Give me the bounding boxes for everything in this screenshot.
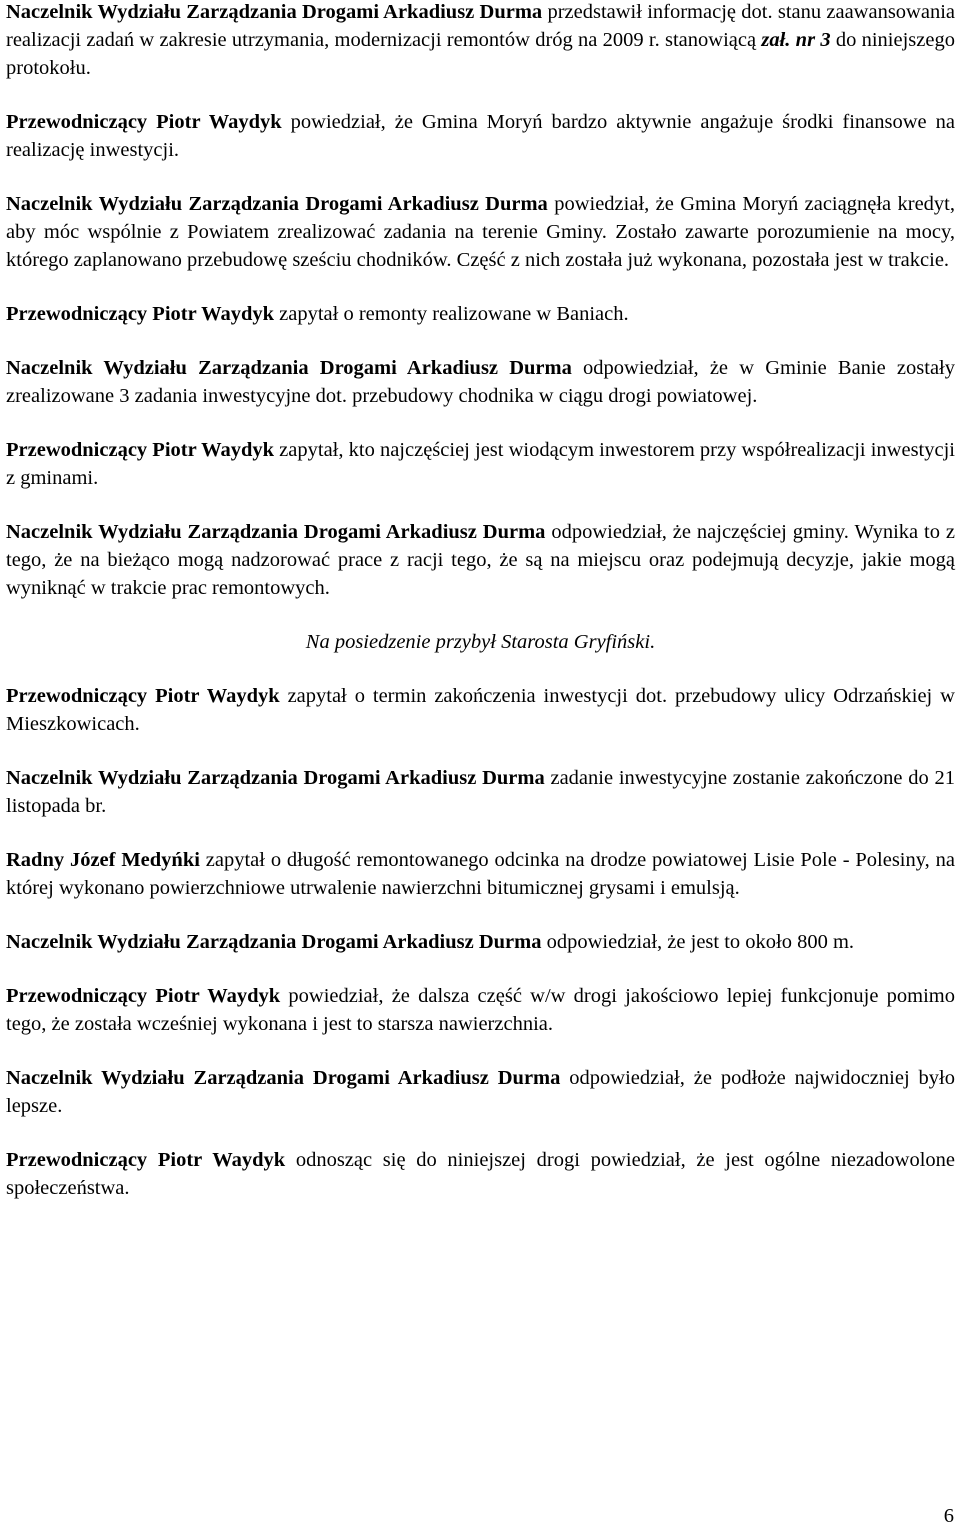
paragraph-1 (6, 0, 955, 82)
paragraph-4 (6, 300, 955, 328)
speaker-name: Przewodniczący Piotr Waydyk (6, 111, 282, 133)
speaker-name: Naczelnik Wydziału Zarządzania Drogami Arkadiusz Durma (6, 193, 548, 215)
paragraph-11 (6, 928, 955, 956)
paragraph-text: odnosząc się do niniejszej drogi powiedział, że jest ogólne niezadowolone społeczeństwa. (6, 1149, 955, 1199)
document-page (6, 0, 955, 1228)
paragraph-text: zapytał o termin zakończenia inwestycji dot. przebudowy ulicy Odrzańskiej w Mieszkowicach. (6, 685, 955, 735)
speaker-name: Przewodniczący Piotr Waydyk (6, 985, 281, 1007)
paragraph-text: powiedział, że dalsza część w/w drogi jakościowo lepiej funkcjonuje pomimo tego, że została wcześniej wykonana i jest to starsza nawierzchnia. (6, 985, 955, 1035)
paragraph-text: odpowiedział, że jest to około 800 m. (541, 931, 855, 953)
paragraph-text: zadanie inwestycyjne zostanie zakończone do 21 listopada br. (6, 767, 956, 817)
paragraph-text: odpowiedział, że najczęściej gminy. Wynika to z tego, że na bieżąco mogą nadzorować prace z racji tego, że są na miejscu oraz podejmują decyzje, jakie mogą wyniknąć w trakcie prac remontowych. (6, 521, 955, 599)
paragraph-12 (6, 982, 955, 1038)
paragraph-3 (6, 190, 955, 274)
session-note: Na posiedzenie przybył Starosta Gryfiński. (305, 631, 656, 653)
speaker-name: Naczelnik Wydziału Zarządzania Drogami Arkadiusz Durma (6, 521, 546, 543)
paragraph-14 (6, 1146, 955, 1202)
speaker-name: Naczelnik Wydziału Zarządzania Drogami Arkadiusz Durma (6, 767, 545, 789)
paragraph-8 (6, 682, 955, 738)
speaker-name: Przewodniczący Piotr Waydyk (6, 685, 280, 707)
paragraph-5 (6, 354, 955, 410)
paragraph-2 (6, 108, 955, 164)
speaker-name: Naczelnik Wydziału Zarządzania Drogami Arkadiusz Durma (6, 1067, 561, 1089)
paragraph-text: zapytał o remonty realizowane w Baniach. (274, 303, 629, 325)
page-number: 6 (943, 1505, 954, 1527)
paragraph-text: przedstawił informację dot. stanu zaawansowania realizacji zadań w zakresie utrzymania, modernizacji remontów dróg na 2009 r. stanowiącą (6, 1, 956, 51)
speaker-name: Przewodniczący Piotr Waydyk (6, 303, 274, 325)
paragraph-text: powiedział, że Gmina Moryń bardzo aktywnie angażuje środki finansowe na realizację inwestycji. (6, 111, 955, 161)
paragraph-text: do niniejszego protokołu. (6, 29, 955, 79)
speaker-name: Radny Józef Medyńki (6, 849, 200, 871)
speaker-name: Przewodniczący Piotr Waydyk (6, 439, 275, 461)
speaker-name: Naczelnik Wydziału Zarządzania Drogami Arkadiusz Durma (6, 931, 542, 953)
paragraph-text: odpowiedział, że podłoże najwidoczniej było lepsze. (6, 1067, 955, 1117)
speaker-name: Naczelnik Wydziału Zarządzania Drogami Arkadiusz Durma (6, 357, 572, 379)
paragraph-text: powiedział, że Gmina Moryń zaciągnęła kredyt, aby móc wspólnie z Powiatem zrealizować zadania na terenie Gminy. Zostało zawarte porozumienie na mocy, którego zaplanowano przebudowę sześciu chodników. Część z nich została już wykonana, pozostała jest w trakcie. (6, 193, 955, 271)
attachment-reference: zał. nr 3 (761, 29, 831, 51)
paragraph-text: odpowiedział, że w Gminie Banie zostały zrealizowane 3 zadania inwestycyjne dot. przebudowy chodnika w ciągu drogi powiatowej. (6, 357, 955, 407)
paragraph-13 (6, 1064, 955, 1120)
paragraph-6 (6, 436, 955, 492)
paragraph-text: zapytał, kto najczęściej jest wiodącym inwestorem przy współrealizacji inwestycji z gminami. (6, 439, 955, 489)
speaker-name: Przewodniczący Piotr Waydyk (6, 1149, 286, 1171)
paragraph-7 (6, 518, 955, 602)
speaker-name: Naczelnik Wydziału Zarządzania Drogami Arkadiusz Durma (6, 1, 543, 23)
paragraph-text: zapytał o długość remontowanego odcinka na drodze powiatowej Lisie Pole - Polesiny, na której wykonano powierzchniowe utrwalenie nawierzchni bitumicznej grysami i emulsją. (6, 849, 955, 899)
paragraph-9 (6, 764, 955, 820)
paragraph-10 (6, 846, 955, 902)
